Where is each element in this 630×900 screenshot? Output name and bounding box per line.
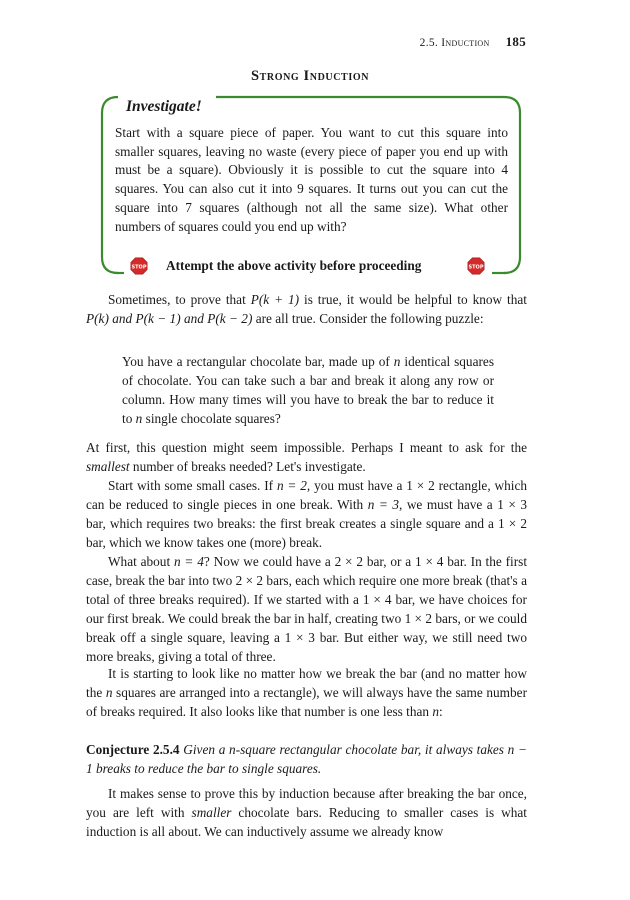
emphasis: smallest [86,459,130,474]
stop-sign-icon [130,257,148,275]
page-number: 185 [505,34,526,49]
conjecture [86,740,527,778]
paragraph: It is starting to look like no matter how we break the bar (and no matter how the n squares are arranged into a rectangle), we will always have the same number of breaks required. It also looks like that number is one less than n: [86,666,527,719]
paragraph: It makes sense to prove this by induction because after breaking the bar once, you are left with smaller chocolate bars. Reducing to smaller cases is what induction is all about. We can inductively assume we already know [86,786,527,839]
investigate-body: Start with a square piece of paper. You want to cut this square into smaller squares, leaving no waste (every piece of paper you end up with must be a square). Obviously it is possible to cut the square into 4 squares. You can also cut it into 9 squares. It turns out you can cut the square into 7 squares (although not all the same size). What other numbers of squares could you end up with? [115,125,508,234]
paragraph: What about n = 4? Now we could have a 2 × 2 bar, or a 1 × 4 bar. In the first case, break the bar into two 2 × 2 bars, each which require one more break (that's a total of three breaks required). If we started with a 1 × 4 bar, we have choices for our first break. We could break the bar in half, creating two 1 × 2 bars, or we could break off a single square, leaving a 1 × 3 bar. But either way, we still need two more breaks, giving a total of three. [86,554,528,664]
paragraph: Start with some small cases. If n = 2, you must have a 1 × 2 rectangle, which can be reduced to single pieces in one break. With n = 3, we must have a 1 × 3 bar, which requires two breaks: the first break creates a single square and a 1 × 2 bar, which we know takes one (more) break. [86,478,528,550]
puzzle-quote: You have a rectangular chocolate bar, made up of n identical squares of chocolate. You can take such a bar and break it along any row or column. How many times will you have to break the bar to reduce it to n single chocolate squares? [122,354,494,426]
math: P(k) and P(k − 1) and P(k − 2) [86,311,253,326]
svg-text:STOP: STOP [131,264,147,271]
investigate-title: Investigate! [122,98,206,116]
conjecture-text: Given a n-square rectangular chocolate bar, it always takes n − 1 breaks to reduce the bar to single squares. [86,742,527,776]
paragraph: At first, this question might seem impossible. Perhaps I meant to ask for the smallest number of breaks needed? Let's investigate. [86,440,527,474]
emphasis: smaller [191,805,232,820]
attempt-notice: Attempt the above activity before proceeding [166,258,422,273]
math: n [135,411,143,426]
paragraph: Sometimes, to prove that P(k + 1) is true, it would be helpful to know that P(k) and P(k − 1) and P(k − 2) are all true. Consider the following puzzle: [86,292,527,326]
section-title: Strong Induction [250,68,370,84]
stop-sign-icon [467,257,485,275]
running-head [420,34,526,50]
svg-text:STOP: STOP [468,264,484,271]
running-head-section: 2.5. Induction [419,37,490,49]
math: P(k + 1) [250,292,300,307]
math: n [393,354,401,369]
conjecture-label: Conjecture 2.5.4 [86,742,180,757]
